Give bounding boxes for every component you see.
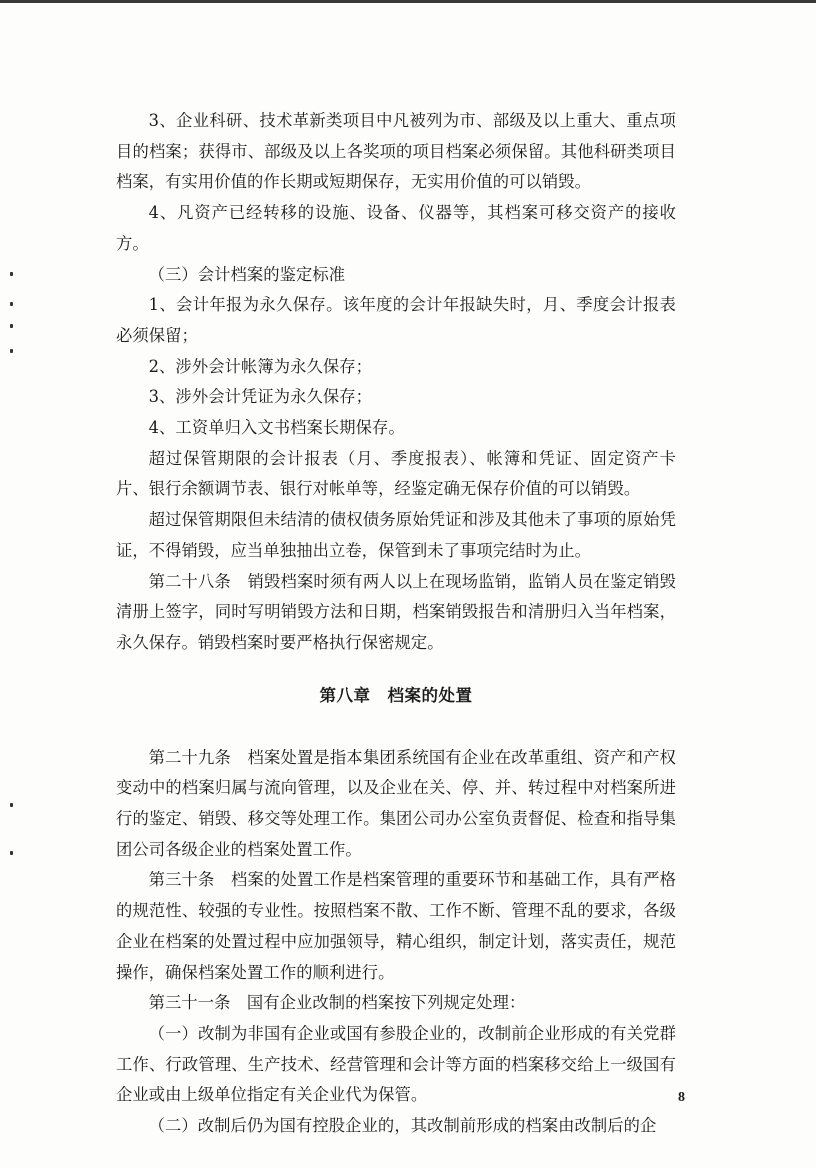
paragraph: 超过保管期限但未结清的债权债务原始凭证和涉及其他未了事项的原始凭证，不得销毁，应当单独抽出立卷，保管到未了事项完结时为止。 bbox=[116, 510, 676, 560]
paragraph: 1、会计年报为永久保存。该年度的会计年报缺失时，月、季度会计报表必须保留； bbox=[116, 295, 676, 345]
paragraph: 4、工资单归入文书档案长期保存。 bbox=[148, 418, 405, 438]
paragraph: 2、涉外会计帐簿为永久保存； bbox=[148, 356, 373, 376]
page-number: 8 bbox=[678, 1090, 685, 1105]
paragraph: 3、企业科研、技术革新类项目中凡被列为市、部级及以上重大、重点项目的档案；获得市、部级及以上各奖项的项目档案必须保留。其他科研类项目档案，有实用价值的作长期或短期保存，无实用价值的可以销毁。 bbox=[116, 111, 676, 192]
scan-top-edge bbox=[0, 0, 816, 3]
document-body bbox=[116, 106, 676, 1142]
article-28: 第二十八条 销毁档案时须有两人以上在现场监销，监销人员在鉴定销毁清册上签字，同时写明销毁方法和日期，档案销毁报告和清册归入当年档案，永久保存。销毁档案时要严格执行保密规定。 bbox=[116, 571, 676, 652]
article-29: 第二十九条 档案处置是指本集团系统国有企业在改革重组、资产和产权变动中的档案归属与流向管理，以及企业在关、停、并、转过程中对档案所进行的鉴定、销毁、移交等处理工作。集团公司办公室负责督促、检查和指导集团公司各级企业的档案处置工作。 bbox=[116, 747, 676, 859]
paragraph: 超过保管期限的会计报表（月、季度报表）、帐簿和凭证、固定资产卡片、银行余额调节表、银行对帐单等，经鉴定确无保存价值的可以销毁。 bbox=[116, 448, 676, 499]
article-30: 第三十条 档案的处置工作是档案管理的重要环节和基础工作，具有严格的规范性、较强的专业性。按照档案不散、工作不断、管理不乱的要求，各级企业在档案的处置过程中应加强领导，精心组织，制定计划，落实责任，规范操作，确保档案处置工作的顺利进行。 bbox=[116, 870, 676, 982]
paragraph: （二）改制后仍为国有控股企业的，其改制前形成的档案由改制后的企 bbox=[148, 1116, 657, 1136]
scan-mark bbox=[10, 851, 13, 855]
paragraph: 4、凡资产已经转移的设施、设备、仪器等，其档案可移交资产的接收方。 bbox=[116, 203, 676, 253]
scan-mark bbox=[10, 302, 13, 306]
paragraph: 3、涉外会计凭证为永久保存； bbox=[148, 387, 373, 407]
scan-mark bbox=[10, 803, 13, 807]
scan-mark bbox=[10, 324, 13, 328]
paragraph: （一）改制为非国有企业或国有参股企业的，改制前企业形成的有关党群工作、行政管理、生产技术、经营管理和会计等方面的档案移交给上一级国有企业或由上级单位指定有关企业代为保管。 bbox=[116, 1023, 676, 1105]
article-31: 第三十一条 国有企业改制的档案按下列规定处理： bbox=[148, 993, 526, 1013]
section-heading: （三）会计档案的鉴定标准 bbox=[148, 264, 346, 284]
scan-mark bbox=[10, 349, 13, 353]
chapter-title: 第八章 档案的处置 bbox=[319, 685, 473, 705]
scan-mark bbox=[10, 272, 13, 276]
